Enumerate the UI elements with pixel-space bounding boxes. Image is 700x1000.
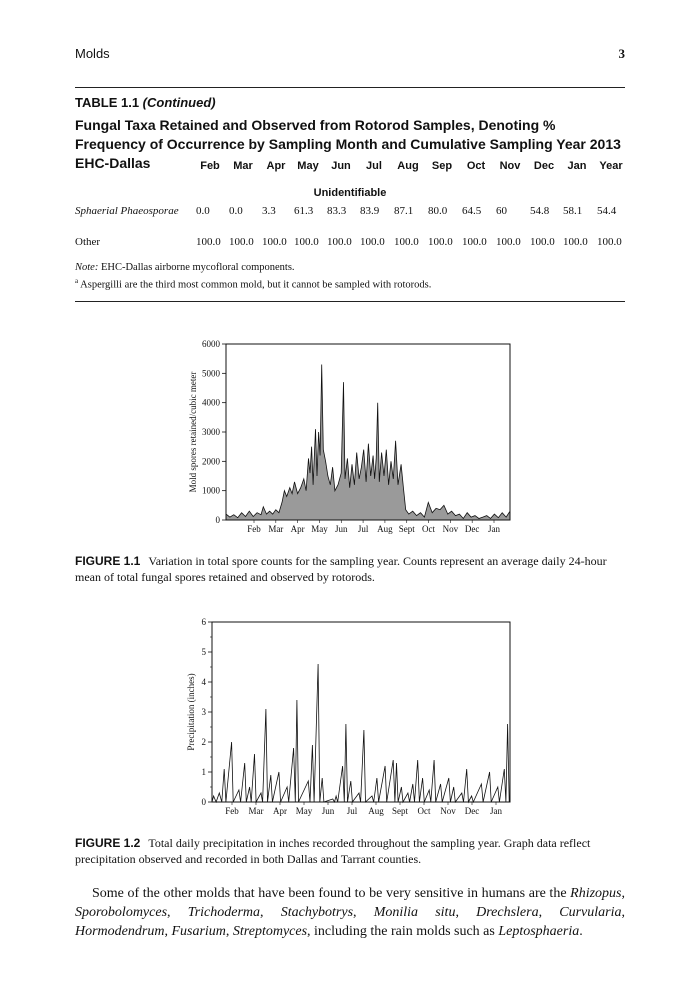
table-cell: 100.0 — [327, 236, 352, 248]
month-label: Jun — [321, 806, 335, 816]
table-continued: (Continued) — [142, 95, 216, 110]
month-label: Sept — [398, 524, 415, 534]
table-cell: 61.3 — [294, 205, 314, 217]
y-tick-label: 3 — [201, 707, 206, 717]
month-label: Aug — [368, 806, 384, 816]
table-cell: 100.0 — [597, 236, 622, 248]
y-tick-label: 5000 — [202, 368, 220, 379]
table-cell: 54.8 — [530, 205, 550, 217]
column-header: May — [297, 160, 319, 172]
y-tick-label: 1000 — [202, 485, 220, 496]
body-text: Some of the other molds that have been found to be very sensitive in humans are the — [92, 886, 571, 901]
table-cell: 87.1 — [394, 205, 414, 217]
column-header: Year — [599, 160, 623, 172]
y-tick-label: 6 — [201, 617, 206, 627]
month-label: Apr — [290, 524, 305, 534]
y-tick-label: 4000 — [202, 397, 220, 408]
table-footnote — [75, 277, 431, 291]
column-header: Mar — [233, 160, 253, 172]
table-label — [75, 95, 216, 110]
running-head — [75, 46, 625, 66]
table-cell: 83.9 — [360, 205, 380, 217]
month-label: Jan — [488, 524, 500, 534]
figure2-caption-text: Total daily precipitation in inches recorded throughout the sampling year. Graph data reflect precipitation observed and recorded in both Dallas and Tarrant counties. — [75, 836, 591, 866]
figure2-caption — [75, 835, 625, 867]
column-header: Jul — [366, 160, 382, 172]
genus-name: Leptosphaeria — [498, 924, 580, 939]
column-header: Dec — [533, 160, 555, 172]
month-label: Dec — [464, 806, 480, 816]
figure1-caption-text: Variation in total spore counts for the sampling year. Counts represent an average daily 24-hour mean of total fungal spores retained and observed by rotorods. — [75, 554, 607, 584]
month-label: Apr — [273, 806, 287, 816]
body-paragraph: Some of the other molds that have been found to be very sensitive in humans are the Rhizopus, Sporobolomyces, Trichoderma, Stachybotrys, Monilia situ, Drechslera, Curvularia, Hormodendrum, Fusarium, Streptomyces, including the rain molds such as Leptosphaeria. — [75, 886, 625, 939]
y-tick-label: 6000 — [202, 339, 220, 349]
column-header: Apr — [266, 160, 286, 172]
month-label: Mar — [248, 806, 264, 816]
table-cell: 100.0 — [563, 236, 588, 248]
y-tick-label: 2000 — [202, 456, 220, 467]
table-cell: 54.4 — [597, 205, 617, 217]
genus-name: Drechslera — [476, 905, 539, 920]
y-tick-label: 1 — [201, 767, 206, 777]
month-label: Mar — [268, 524, 284, 534]
month-label: Oct — [417, 806, 431, 816]
table-cell: 100.0 — [428, 236, 453, 248]
note-text: EHC-Dallas airborne mycofloral components. — [100, 262, 295, 273]
running-head-title: Molds — [75, 46, 110, 61]
column-header: Sep — [431, 160, 453, 172]
spore-count-chart — [180, 336, 520, 540]
column-header: Nov — [499, 160, 521, 172]
body-text: including the rain molds such as — [314, 924, 499, 939]
row-label: Other — [75, 236, 101, 248]
table-cell: 60 — [496, 205, 507, 217]
table-section-label: Unidentifiable — [313, 187, 387, 199]
month-label: Jan — [490, 806, 502, 816]
table-cell: 100.0 — [394, 236, 419, 248]
genus-name: Stachybotrys — [280, 905, 354, 920]
y-tick-label: 5 — [201, 647, 206, 657]
month-label: May — [295, 806, 313, 816]
precipitation-line — [212, 664, 509, 802]
column-header: Aug — [397, 160, 419, 172]
row-label: Sphaerial Phaeosporae — [75, 205, 179, 217]
y-axis-label: Precipitation (inches) — [186, 673, 196, 751]
genus-name: Fusarium — [171, 924, 226, 939]
table-note — [75, 262, 295, 273]
month-label: Jun — [335, 524, 348, 534]
month-label: Oct — [422, 524, 436, 534]
column-header: Oct — [466, 160, 486, 172]
month-label: Sept — [391, 806, 409, 816]
footnote-marker: a — [75, 277, 79, 285]
month-label: Nov — [440, 806, 456, 816]
page-number: 3 — [618, 46, 625, 61]
y-tick-label: 2 — [201, 737, 206, 747]
genus-name: Curvularia — [559, 905, 622, 920]
table-caption: Fungal Taxa Retained and Observed from Rotorod Samples, Denoting % Frequency of Occurrence by Sampling Month and Cumulative Sampling Year 2013 EHC-Dallas — [75, 117, 621, 171]
column-header: Jun — [331, 160, 351, 172]
table-cell: 100.0 — [262, 236, 287, 248]
month-label: Dec — [464, 524, 480, 534]
table-cell: 58.1 — [563, 205, 583, 217]
genus-name: Rhizopus — [570, 886, 622, 901]
genus-name: Hormodendrum — [75, 924, 165, 939]
table-cell: 100.0 — [496, 236, 521, 248]
table-cell: 100.0 — [229, 236, 254, 248]
table-cell: 0.0 — [229, 205, 243, 217]
month-label: Aug — [377, 524, 393, 534]
month-label: Jul — [346, 806, 358, 816]
figure1-caption — [75, 553, 625, 585]
figure2-label: FIGURE 1.2 — [75, 836, 141, 850]
y-tick-label: 0 — [215, 515, 220, 525]
genus-name: Streptomyces — [232, 924, 308, 939]
table-cell: 80.0 — [428, 205, 448, 217]
table-cell: 100.0 — [196, 236, 221, 248]
table-cell: 3.3 — [262, 205, 276, 217]
footnote-text: Aspergilli are the third most common mold, but it cannot be sampled with rotorods. — [80, 279, 432, 291]
month-label: Feb — [225, 806, 239, 816]
figure1-label: FIGURE 1.1 — [75, 554, 141, 568]
table-cell: 100.0 — [294, 236, 319, 248]
plot-frame — [212, 622, 510, 802]
genus-name: Trichoderma — [187, 905, 261, 920]
genus-name: Sporobolomyces — [75, 905, 168, 920]
table-cell: 64.5 — [462, 205, 482, 217]
column-header: Feb — [200, 160, 220, 172]
table-cell: 100.0 — [530, 236, 555, 248]
y-tick-label: 0 — [201, 797, 206, 807]
note-label: Note: — [75, 262, 99, 273]
body-text: . — [579, 924, 583, 939]
table-cell: 0.0 — [196, 205, 210, 217]
month-label: Jul — [357, 524, 369, 534]
table-cell: 100.0 — [360, 236, 385, 248]
spore-area — [226, 365, 510, 521]
y-axis-label: Mold spores retained/cubic meter — [188, 371, 198, 493]
month-label: Feb — [247, 524, 261, 534]
month-label: May — [311, 524, 328, 534]
top-rule — [75, 87, 625, 88]
y-tick-label: 3000 — [202, 427, 220, 437]
month-label: Nov — [442, 524, 459, 534]
precipitation-chart — [180, 612, 520, 822]
table-cell: 100.0 — [462, 236, 487, 248]
genus-name: Monilia situ — [373, 905, 456, 920]
column-header: Jan — [567, 160, 587, 172]
table-bottom-rule — [75, 301, 625, 302]
y-tick-label: 4 — [201, 677, 206, 687]
table-number: TABLE 1.1 — [75, 95, 143, 110]
table-cell: 83.3 — [327, 205, 347, 217]
